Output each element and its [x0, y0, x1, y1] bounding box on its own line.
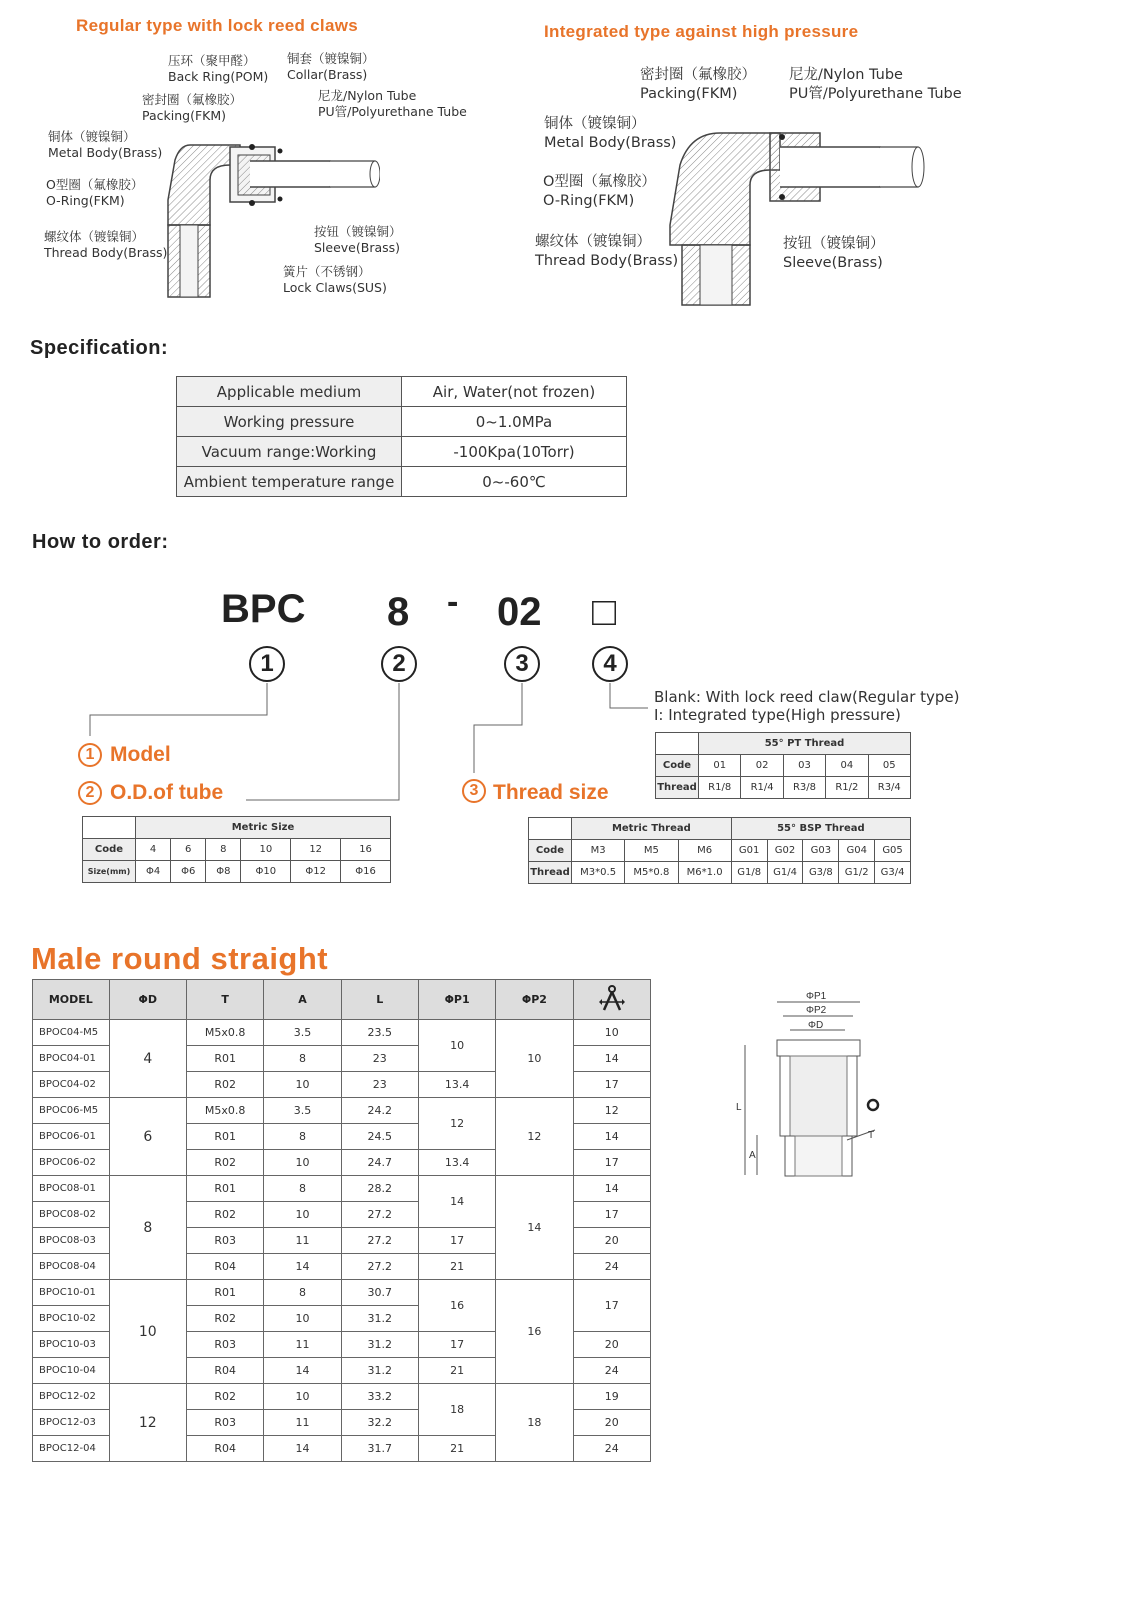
pt-thread-table [655, 732, 911, 799]
table-cell: 10 [264, 1384, 341, 1410]
table-row [529, 862, 911, 884]
table-cell: 28.2 [341, 1176, 418, 1202]
table-cell: BPOC10-04 [33, 1358, 110, 1384]
table-cell: Φ12 [291, 861, 341, 883]
table-cell: BPOC04-01 [33, 1046, 110, 1072]
table-cell: 10 [109, 1280, 186, 1384]
table-cell: 6 [109, 1098, 186, 1176]
table-cell: BPOC04-M5 [33, 1020, 110, 1046]
table-cell [529, 818, 572, 840]
table-cell: R01 [186, 1280, 264, 1306]
label-back-ring: 压环（聚甲醛） Back Ring(POM) [168, 53, 269, 84]
table-cell: BPOC06-M5 [33, 1098, 110, 1124]
table-cell: 05 [868, 755, 910, 777]
specification-heading: Specification: [30, 337, 169, 359]
spec-value: -100Kpa(10Torr) [402, 437, 627, 467]
table-cell: Thread [529, 862, 572, 884]
table-cell: G02 [767, 840, 803, 862]
table-cell: G01 [731, 840, 767, 862]
table-cell: BPOC12-02 [33, 1384, 110, 1410]
table-cell: 03 [783, 755, 825, 777]
table-title: 55° PT Thread [699, 733, 911, 755]
table-cell: 10 [496, 1020, 573, 1098]
row-label: Code [656, 755, 699, 777]
dim-label-t: T [868, 1130, 875, 1141]
table-cell: 19 [573, 1384, 650, 1410]
table-cell: 17 [573, 1072, 650, 1098]
table-cell: 32.2 [341, 1410, 418, 1436]
table-cell: 16 [341, 839, 391, 861]
col-p1: ΦP1 [418, 980, 495, 1020]
table-title: Metric Size [136, 817, 391, 839]
table-cell: 33.2 [341, 1384, 418, 1410]
table-header-row [33, 980, 651, 1020]
table-cell: 8 [264, 1124, 341, 1150]
label-metal-body: 铜体（镀镍铜） Metal Body(Brass) [48, 129, 163, 160]
code-part-od: 8 [387, 590, 410, 634]
left-diagram-title: Regular type with lock reed claws [76, 16, 358, 35]
table-row [83, 861, 391, 883]
table-cell: 04 [826, 755, 868, 777]
table-cell: R1/4 [741, 777, 783, 799]
table-cell: 14 [573, 1124, 650, 1150]
table-cell: 14 [573, 1046, 650, 1072]
table-row [33, 1098, 651, 1124]
col-l: L [341, 980, 418, 1020]
order-number-3: 3 [504, 646, 540, 682]
table-cell: 12 [573, 1098, 650, 1124]
table-cell: BPOC10-02 [33, 1306, 110, 1332]
table-cell: 8 [206, 839, 241, 861]
table-cell: 31.2 [341, 1306, 418, 1332]
spec-value: 0~1.0MPa [402, 407, 627, 437]
table-row [83, 817, 391, 839]
code-part-dash: - [447, 583, 459, 621]
table-cell: 31.7 [341, 1436, 418, 1462]
table-cell: 14 [418, 1176, 495, 1228]
table-cell: M5*0.8 [625, 862, 678, 884]
table-cell: 24 [573, 1436, 650, 1462]
table-cell: M5 [625, 840, 678, 862]
table-cell [83, 817, 136, 839]
row-label: Thread [656, 777, 699, 799]
table-cell: 24 [573, 1358, 650, 1384]
legend-model: Model [110, 743, 171, 766]
table-row [33, 1384, 651, 1410]
thread-size-table [528, 817, 911, 884]
table-cell: 11 [264, 1410, 341, 1436]
table-row [33, 1020, 651, 1046]
table-cell: Size(mm) [83, 861, 136, 883]
table-cell: Φ6 [171, 861, 206, 883]
table-cell: 14 [496, 1176, 573, 1280]
table-cell: 12 [109, 1384, 186, 1462]
table-cell: G1/2 [839, 862, 875, 884]
table-cell: G3/4 [875, 862, 911, 884]
table-cell: 21 [418, 1358, 495, 1384]
table-cell: 20 [573, 1332, 650, 1358]
table-cell: 24.2 [341, 1098, 418, 1124]
col-wrench [573, 980, 650, 1020]
table-cell: 24 [573, 1254, 650, 1280]
dim-label-p1: ΦP1 [806, 991, 827, 1002]
table-cell: BPOC08-04 [33, 1254, 110, 1280]
dim-label-p2: ΦP2 [806, 1005, 827, 1016]
code-part-model: BPC [221, 587, 306, 631]
table-cell: Φ16 [341, 861, 391, 883]
table-row [529, 818, 911, 840]
table-cell: 20 [573, 1228, 650, 1254]
table-cell: G03 [803, 840, 839, 862]
table-cell: 8 [264, 1176, 341, 1202]
product-table [32, 979, 651, 1462]
table-cell: 12 [291, 839, 341, 861]
table-cell: 14 [264, 1358, 341, 1384]
col-model: MODEL [33, 980, 110, 1020]
table-cell: BPOC08-03 [33, 1228, 110, 1254]
table-cell: G04 [839, 840, 875, 862]
table-cell: 02 [741, 755, 783, 777]
table-cell: 12 [418, 1098, 495, 1150]
label-r-sleeve: 按钮（镀镍铜） Sleeve(Brass) [783, 236, 885, 271]
table-cell: Code [529, 840, 572, 862]
table-cell: 14 [264, 1254, 341, 1280]
table-cell: BPOC04-02 [33, 1072, 110, 1098]
spec-key: Working pressure [177, 407, 402, 437]
table-cell: Code [83, 839, 136, 861]
table-cell: 17 [418, 1228, 495, 1254]
table-cell: Φ10 [241, 861, 291, 883]
table-cell: 17 [573, 1150, 650, 1176]
label-r-thread-body: 螺纹体（镀镍铜） Thread Body(Brass) [535, 234, 679, 269]
table-cell: R01 [186, 1046, 264, 1072]
table-cell: 21 [418, 1436, 495, 1462]
label-r-tube: 尼龙/Nylon Tube PU管/Polyurethane Tube [789, 67, 962, 102]
table-cell: 10 [264, 1202, 341, 1228]
legend-number-3: 3 [462, 779, 486, 803]
table-cell: 8 [264, 1046, 341, 1072]
table-cell: 4 [136, 839, 171, 861]
table-cell: R03 [186, 1410, 264, 1436]
table-cell: 18 [418, 1384, 495, 1436]
label-r-o-ring: O型圈（氟橡胶） O-Ring(FKM) [543, 174, 656, 209]
table-cell: R02 [186, 1202, 264, 1228]
table-cell: 17 [573, 1202, 650, 1228]
table-cell: M3 [572, 840, 625, 862]
table-cell: R04 [186, 1358, 264, 1384]
table-cell: R02 [186, 1150, 264, 1176]
table-cell: M5x0.8 [186, 1020, 264, 1046]
label-o-ring: O型圈（氟橡胶） O-Ring(FKM) [46, 177, 144, 208]
table-cell: 17 [573, 1280, 650, 1332]
table-cell: 14 [264, 1436, 341, 1462]
label-packing: 密封圈（氟橡胶） Packing(FKM) [142, 92, 243, 123]
table-cell: 30.7 [341, 1280, 418, 1306]
type-legend-blank: Blank: With lock reed claw(Regular type) [654, 688, 960, 706]
table-cell: 10 [264, 1072, 341, 1098]
col-p2: ΦP2 [496, 980, 573, 1020]
table-cell: BPOC12-04 [33, 1436, 110, 1462]
label-tube: 尼龙/Nylon Tube PU管/Polyurethane Tube [318, 88, 467, 119]
table-cell: R02 [186, 1384, 264, 1410]
table-cell: BPOC08-01 [33, 1176, 110, 1202]
table-cell: 10 [264, 1306, 341, 1332]
table-cell: 20 [573, 1410, 650, 1436]
wrench-width-icon [599, 984, 625, 1012]
table-cell: M5x0.8 [186, 1098, 264, 1124]
legend-number-2: 2 [78, 781, 102, 805]
label-sleeve: 按钮（镀镍铜） Sleeve(Brass) [314, 224, 402, 255]
label-r-packing: 密封圈（氟橡胶） Packing(FKM) [640, 67, 756, 102]
dim-label-l: L [736, 1102, 742, 1113]
how-to-order-heading: How to order: [32, 531, 169, 553]
col-d: ΦD [109, 980, 186, 1020]
legend-number-1: 1 [78, 743, 102, 767]
table-cell: 8 [109, 1176, 186, 1280]
table-cell: R03 [186, 1228, 264, 1254]
table-cell: 16 [418, 1280, 495, 1332]
order-number-2: 2 [381, 646, 417, 682]
table-row [83, 839, 391, 861]
table-cell: Φ4 [136, 861, 171, 883]
type-legend [654, 688, 960, 724]
table-cell: 31.2 [341, 1332, 418, 1358]
spec-value: Air, Water(not frozen) [402, 377, 627, 407]
table-cell: BPOC06-02 [33, 1150, 110, 1176]
table-cell: 10 [264, 1150, 341, 1176]
table-cell: M3*0.5 [572, 862, 625, 884]
metric-size-table [82, 816, 391, 883]
table-cell: 13.4 [418, 1072, 495, 1098]
table-cell: R03 [186, 1332, 264, 1358]
spec-value: 0~-60℃ [402, 467, 627, 497]
code-part-thread: 02 [497, 590, 542, 634]
table-cell: 31.2 [341, 1358, 418, 1384]
table-cell: 24.7 [341, 1150, 418, 1176]
legend-thread: Thread size [493, 781, 609, 804]
table-cell: 23 [341, 1046, 418, 1072]
table-cell: 14 [573, 1176, 650, 1202]
code-part-type: □ [592, 590, 617, 634]
col-a: A [264, 980, 341, 1020]
label-lock-claws: 簧片（不锈钢） Lock Claws(SUS) [283, 264, 387, 295]
right-diagram-title: Integrated type against high pressure [544, 22, 859, 41]
table-cell: 8 [264, 1280, 341, 1306]
table-row [33, 1176, 651, 1202]
table-cell: M6*1.0 [678, 862, 731, 884]
table-cell: 4 [109, 1020, 186, 1098]
table-cell: R3/8 [783, 777, 825, 799]
table-cell: 10 [241, 839, 291, 861]
table-cell: 3.5 [264, 1020, 341, 1046]
dim-label-d: ΦD [808, 1020, 824, 1031]
col-t: T [186, 980, 264, 1020]
legend-od: O.D.of tube [110, 781, 224, 804]
spec-key: Ambient temperature range [177, 467, 402, 497]
table-row [656, 755, 911, 777]
order-number-4: 4 [592, 646, 628, 682]
table-cell: 23.5 [341, 1020, 418, 1046]
order-number-1: 1 [249, 646, 285, 682]
table-cell: 11 [264, 1228, 341, 1254]
table-cell: 6 [171, 839, 206, 861]
table-row [656, 777, 911, 799]
label-r-metal-body: 铜体（镀镍铜） Metal Body(Brass) [544, 116, 677, 151]
table-cell: G05 [875, 840, 911, 862]
table-cell: 23 [341, 1072, 418, 1098]
table-cell: 27.2 [341, 1202, 418, 1228]
table-cell: R1/8 [699, 777, 741, 799]
table-cell: 13.4 [418, 1150, 495, 1176]
table-cell: BPOC06-01 [33, 1124, 110, 1150]
label-collar: 铜套（镀镍铜） Collar(Brass) [287, 51, 375, 82]
table-cell: R04 [186, 1254, 264, 1280]
table-title: 55° BSP Thread [731, 818, 910, 840]
spec-key: Vacuum range:Working [177, 437, 402, 467]
table-cell: R01 [186, 1176, 264, 1202]
table-cell: 27.2 [341, 1254, 418, 1280]
table-cell: 16 [496, 1280, 573, 1384]
table-cell: 27.2 [341, 1228, 418, 1254]
table-cell: 21 [418, 1254, 495, 1280]
table-cell: 10 [418, 1020, 495, 1072]
table-row [656, 733, 911, 755]
table-cell: G1/8 [731, 862, 767, 884]
table-cell: BPOC08-02 [33, 1202, 110, 1228]
table-row [529, 840, 911, 862]
table-cell: 12 [496, 1098, 573, 1176]
table-cell: G3/8 [803, 862, 839, 884]
table-cell: 01 [699, 755, 741, 777]
table-cell: R02 [186, 1072, 264, 1098]
table-cell: BPOC10-03 [33, 1332, 110, 1358]
table-cell: R1/2 [826, 777, 868, 799]
table-cell: Φ8 [206, 861, 241, 883]
product-title: Male round straight [31, 941, 329, 976]
table-cell: BPOC10-01 [33, 1280, 110, 1306]
table-cell [656, 733, 699, 755]
label-thread-body: 螺纹体（镀镍铜） Thread Body(Brass) [44, 229, 168, 260]
table-title: Metric Thread [572, 818, 732, 840]
dim-label-a: A [749, 1150, 756, 1161]
table-cell: BPOC12-03 [33, 1410, 110, 1436]
table-cell: R3/4 [868, 777, 910, 799]
table-row [33, 1280, 651, 1306]
table-cell: 10 [573, 1020, 650, 1046]
table-cell: M6 [678, 840, 731, 862]
spec-key: Applicable medium [177, 377, 402, 407]
table-cell: 17 [418, 1332, 495, 1358]
table-cell: 24.5 [341, 1124, 418, 1150]
table-cell: R04 [186, 1436, 264, 1462]
table-cell: R01 [186, 1124, 264, 1150]
table-cell: 3.5 [264, 1098, 341, 1124]
table-cell: 11 [264, 1332, 341, 1358]
table-cell: G1/4 [767, 862, 803, 884]
table-cell: R02 [186, 1306, 264, 1332]
type-legend-integrated: I: Integrated type(High pressure) [654, 706, 901, 724]
table-cell: 18 [496, 1384, 573, 1462]
